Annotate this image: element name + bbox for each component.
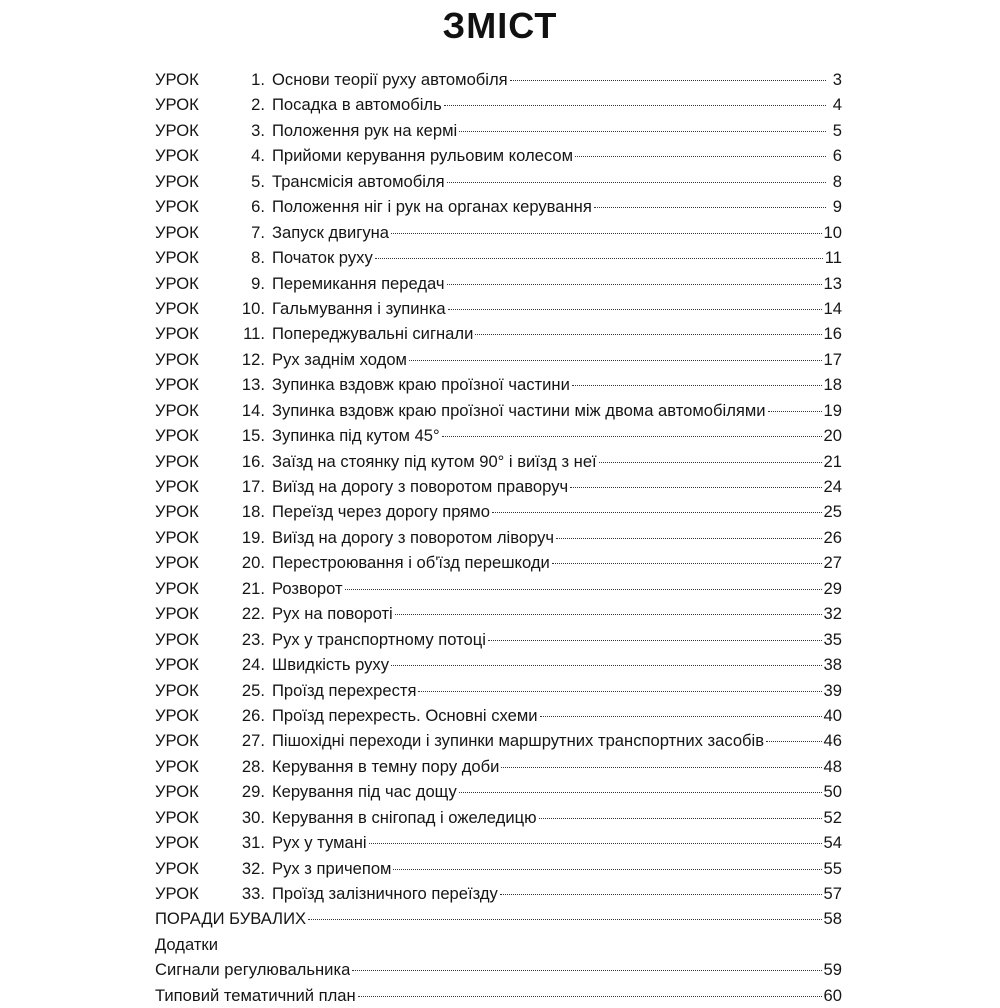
toc-entry-label: УРОК xyxy=(155,604,199,624)
toc-entry-label: УРОК xyxy=(155,298,199,318)
toc-entry-label: УРОК xyxy=(155,705,199,725)
toc-entry-extra[interactable] xyxy=(155,906,842,931)
toc-entry-number: 33. xyxy=(241,884,265,903)
dot-leader xyxy=(391,665,822,666)
toc-entry-page: 13 xyxy=(823,273,842,293)
toc-entry-title: Трансмісія автомобіля xyxy=(272,171,445,191)
toc-entry-page: 60 xyxy=(823,985,842,1005)
toc-entry-page: 17 xyxy=(823,349,842,369)
toc-entry-page: 3 xyxy=(832,70,842,89)
dot-leader xyxy=(444,105,826,106)
dot-leader xyxy=(459,131,826,132)
toc-entry-title: Пішохідні переходи і зупинки маршрутних транспортних засобів xyxy=(272,731,765,751)
toc-entry[interactable] xyxy=(155,474,842,499)
toc-entry-number: 31. xyxy=(241,833,265,853)
toc-entry-label: УРОК xyxy=(155,349,199,369)
toc-entry-number: 15. xyxy=(241,426,265,446)
toc-entry-page: 26 xyxy=(823,527,842,547)
toc-entry[interactable] xyxy=(155,627,842,652)
toc-entry-title: Переїзд через дорогу прямо xyxy=(272,502,490,522)
toc-entry[interactable] xyxy=(155,550,842,575)
toc-entry-page: 11 xyxy=(824,248,842,268)
toc-entry-title: Рух з причепом xyxy=(272,858,392,878)
dot-leader xyxy=(447,284,822,285)
toc-entry-title: Посадка в автомобіль xyxy=(272,95,442,115)
toc-entry-number: 11. xyxy=(243,324,265,344)
toc-entry-label: УРОК xyxy=(155,527,199,547)
dot-leader xyxy=(442,436,822,437)
toc-entry-title: Виїзд на дорогу з поворотом ліворуч xyxy=(272,527,555,547)
toc-entry[interactable] xyxy=(155,347,842,372)
toc-entry-title: Перемикання передач xyxy=(272,273,445,293)
toc-entry[interactable] xyxy=(155,601,842,626)
toc-entry-number: 30. xyxy=(241,807,265,827)
toc-entry-label: УРОК xyxy=(155,655,199,675)
dot-leader xyxy=(556,538,821,539)
dot-leader xyxy=(393,869,821,870)
toc-entry[interactable] xyxy=(155,423,842,448)
dot-leader xyxy=(575,156,826,157)
toc-entry-title: Сигнали регулювальника xyxy=(155,960,351,980)
dot-leader xyxy=(500,894,822,895)
toc-entry-page: 9 xyxy=(832,197,842,217)
toc-entry-page: 27 xyxy=(823,553,842,573)
toc-entry[interactable] xyxy=(155,398,842,423)
toc-entry-page: 38 xyxy=(823,655,842,675)
toc-entry-label: УРОК xyxy=(155,680,199,700)
toc-entry-title: Керування в снігопад і ожеледицю xyxy=(272,807,537,827)
toc-entry-number: 22. xyxy=(241,604,265,624)
toc-entry-page: 14 xyxy=(823,298,842,318)
toc-entry[interactable] xyxy=(155,220,842,245)
dot-leader xyxy=(391,233,822,234)
toc-entry[interactable] xyxy=(155,143,842,168)
toc-entry-label: УРОК xyxy=(155,782,199,802)
toc-entry-number: 7. xyxy=(251,222,265,242)
dot-leader xyxy=(375,258,823,259)
toc-entry-number: 27. xyxy=(241,731,265,751)
dot-leader xyxy=(358,996,822,997)
toc-entry-page: 58 xyxy=(823,909,842,929)
toc-entry[interactable] xyxy=(155,856,842,881)
dot-leader xyxy=(552,563,822,564)
page-title: ЗМІСТ xyxy=(442,5,558,46)
toc-entry-title: Рух заднім ходом xyxy=(272,349,407,369)
toc-entry-label: УРОК xyxy=(155,807,199,827)
toc-entry-page: 29 xyxy=(823,578,842,598)
toc-entry-title: Рух на повороті xyxy=(272,604,393,624)
toc-entry-label: УРОК xyxy=(155,248,199,268)
dot-leader xyxy=(418,691,821,692)
toc-entry-label: УРОК xyxy=(155,451,199,471)
toc-entry-page: 6 xyxy=(832,146,842,166)
toc-entry-title: Початок руху xyxy=(272,248,373,268)
toc-entry-number: 16. xyxy=(241,451,265,471)
toc-entry-title: Керування в темну пору доби xyxy=(272,756,500,776)
toc-entry-page: 52 xyxy=(823,807,842,827)
dot-leader xyxy=(352,970,821,971)
toc-entry-title: Проїзд залізничного переїзду xyxy=(272,884,498,903)
toc-entry-title: Зупинка вздовж краю проїзної частини xyxy=(272,375,570,395)
toc-entry-title: Положення рук на кермі xyxy=(272,120,458,140)
toc-entry-number: 29. xyxy=(241,782,265,802)
toc-entry-label: УРОК xyxy=(155,273,199,293)
dot-leader xyxy=(488,640,822,641)
toc-entry-page: 21 xyxy=(823,451,842,471)
toc-entry-number: 14. xyxy=(241,400,265,420)
toc-entry-title: Зупинка вздовж краю проїзної частини між двома автомобілями xyxy=(272,400,766,420)
toc-entry[interactable] xyxy=(155,118,842,143)
toc-entry[interactable] xyxy=(155,881,842,906)
toc-entry-number: 12. xyxy=(241,349,265,369)
toc-entry-page: 16 xyxy=(823,324,842,344)
toc-entry[interactable] xyxy=(155,296,842,321)
toc-entry-number: 8. xyxy=(251,248,265,268)
dot-leader xyxy=(345,589,822,590)
toc-entry-title: Рух у тумані xyxy=(272,833,367,853)
toc-entry[interactable] xyxy=(155,728,842,753)
toc-entry-page: 25 xyxy=(823,502,842,522)
toc-entry[interactable] xyxy=(155,830,842,855)
toc-entry-number: 20. xyxy=(241,553,265,573)
toc-entry-number: 17. xyxy=(241,477,265,496)
toc-entry-page: 10 xyxy=(823,222,842,242)
toc-entry-label: УРОК xyxy=(155,171,199,191)
toc-entry-label: УРОК xyxy=(155,731,199,751)
dot-leader xyxy=(766,741,821,742)
toc-entry-title: ПОРАДИ БУВАЛИХ xyxy=(155,909,307,929)
toc-entry-page: 20 xyxy=(823,426,842,446)
toc-entry-number: 13. xyxy=(241,375,265,395)
toc-entry-title: Розворот xyxy=(272,578,343,598)
dot-leader xyxy=(459,792,822,793)
toc-entry-number: 1. xyxy=(251,70,265,89)
dot-leader xyxy=(540,716,822,717)
toc-entry-label: УРОК xyxy=(155,197,199,217)
toc-entry-title: Перестроювання і об'їзд перешкоди xyxy=(272,553,550,573)
toc-entry[interactable] xyxy=(155,678,842,703)
toc-entry-label: УРОК xyxy=(155,756,199,776)
toc-entry-title: Рух у транспортному потоці xyxy=(272,629,486,649)
dot-leader xyxy=(539,818,822,819)
toc-entry-label: УРОК xyxy=(155,553,199,573)
toc-entry-page: 35 xyxy=(823,629,842,649)
toc-entry-page: 8 xyxy=(832,171,842,191)
toc-entry-page: 46 xyxy=(823,731,842,751)
toc-entry-label: УРОК xyxy=(155,502,199,522)
toc-entry-page: 19 xyxy=(823,400,842,420)
toc-entry-page: 54 xyxy=(823,833,842,853)
toc-entry-number: 10. xyxy=(241,298,265,318)
toc-entry-appendix[interactable] xyxy=(155,957,842,982)
toc-entry[interactable] xyxy=(155,754,842,779)
toc-entry[interactable] xyxy=(155,576,842,601)
toc-entry-title: Заїзд на стоянку під кутом 90° і виїзд з неї xyxy=(272,451,597,471)
toc-entry-title: Керування під час дощу xyxy=(272,782,457,802)
toc-entry-number: 5. xyxy=(251,171,265,191)
toc-entry-label: УРОК xyxy=(155,578,199,598)
toc-entry-page: 40 xyxy=(823,705,842,725)
toc-entry-number: 3. xyxy=(251,120,265,140)
toc-entry-page: 57 xyxy=(823,884,842,903)
toc-entry-page: 59 xyxy=(823,960,842,980)
toc-entry-number: 18. xyxy=(241,502,265,522)
toc-entry-title: Попереджувальні сигнали xyxy=(272,324,474,344)
toc-entry-number: 6. xyxy=(251,197,265,217)
dot-leader xyxy=(599,462,822,463)
toc-entry-title: Проїзд перехресть. Основні схеми xyxy=(272,705,538,725)
toc-entry-appendix[interactable] xyxy=(155,983,842,1008)
toc-entry[interactable] xyxy=(155,271,842,296)
toc-entry[interactable] xyxy=(155,703,842,728)
toc-entry-label: УРОК xyxy=(155,426,199,446)
toc-entry-title: Швидкість руху xyxy=(272,655,390,675)
toc-entry-label: УРОК xyxy=(155,324,199,344)
dot-leader xyxy=(409,360,822,361)
dot-leader xyxy=(510,80,826,81)
toc-entry-title: Прийоми керування рульовим колесом xyxy=(272,146,573,166)
toc-entry-page: 18 xyxy=(823,375,842,395)
dot-leader xyxy=(572,385,822,386)
toc-entry[interactable] xyxy=(155,805,842,830)
dot-leader xyxy=(369,843,822,844)
dot-leader xyxy=(395,614,822,615)
toc-entry-label: УРОК xyxy=(155,95,199,115)
toc-entry-page: 39 xyxy=(823,680,842,700)
toc-entry-page: 32 xyxy=(823,604,842,624)
toc-entry-label: УРОК xyxy=(155,858,199,878)
dot-leader xyxy=(447,182,826,183)
toc-entry-label: УРОК xyxy=(155,400,199,420)
toc-entry-number: 23. xyxy=(241,629,265,649)
toc-entry[interactable] xyxy=(155,67,842,92)
dot-leader xyxy=(448,309,822,310)
dot-leader xyxy=(475,334,821,335)
toc-entry[interactable] xyxy=(155,525,842,550)
toc-entry-number: 25. xyxy=(241,680,265,700)
toc-entry[interactable] xyxy=(155,372,842,397)
toc-entry[interactable] xyxy=(155,499,842,524)
toc-entry[interactable] xyxy=(155,169,842,194)
toc-entry-label: УРОК xyxy=(155,833,199,853)
toc-entry-title: Положення ніг і рук на органах керування xyxy=(272,197,592,217)
dot-leader xyxy=(594,207,826,208)
toc-entry-number: 9. xyxy=(251,273,265,293)
toc-entry[interactable] xyxy=(155,92,842,117)
toc-entry-number: 32. xyxy=(241,858,265,878)
toc-entry-number: 19. xyxy=(241,527,265,547)
toc-entry-label: УРОК xyxy=(155,70,199,89)
toc-entry-number: 26. xyxy=(241,705,265,725)
toc-entry-title: Зупинка під кутом 45° xyxy=(272,426,440,446)
toc-entry-label: УРОК xyxy=(155,146,199,166)
toc-entry-title: Типовий тематичний план xyxy=(155,985,356,1005)
toc-entry[interactable] xyxy=(155,245,842,270)
toc-entry-number: 4. xyxy=(251,146,265,166)
dot-leader xyxy=(570,487,821,488)
toc-entry-label: УРОК xyxy=(155,477,199,496)
toc-entry-label: УРОК xyxy=(155,375,199,395)
toc-entry-label: УРОК xyxy=(155,120,199,140)
toc-entry-page: 50 xyxy=(823,782,842,802)
toc-entry-number: 21. xyxy=(241,578,265,598)
toc-entry[interactable] xyxy=(155,779,842,804)
dot-leader xyxy=(501,767,821,768)
dot-leader xyxy=(768,411,822,412)
dot-leader xyxy=(308,919,821,920)
toc-entry-page: 5 xyxy=(832,120,842,140)
toc-entry[interactable] xyxy=(155,652,842,677)
toc-entry-page: 55 xyxy=(823,858,842,878)
toc-entry-page: 48 xyxy=(823,756,842,776)
toc-entry[interactable] xyxy=(155,449,842,474)
toc-entry-number: 24. xyxy=(241,655,265,675)
toc-entry-label: УРОК xyxy=(155,884,199,903)
toc-entry[interactable] xyxy=(155,194,842,219)
toc-entry[interactable] xyxy=(155,321,842,346)
toc-entry-label: УРОК xyxy=(155,222,199,242)
toc-entry-title: Запуск двигуна xyxy=(272,222,390,242)
toc-entry-label: УРОК xyxy=(155,629,199,649)
table-of-contents xyxy=(155,67,842,1008)
toc-entry-title: Проїзд перехрестя xyxy=(272,680,417,700)
toc-entry-page: 4 xyxy=(832,95,842,115)
toc-entry-number: 28. xyxy=(241,756,265,776)
dot-leader xyxy=(492,512,822,513)
appendix-heading: Додатки xyxy=(155,934,218,954)
toc-entry-number: 2. xyxy=(251,95,265,115)
toc-entry-title: Основи теорії руху автомобіля xyxy=(272,70,508,89)
toc-entry-page: 24 xyxy=(823,477,842,496)
toc-entry-title: Виїзд на дорогу з поворотом праворуч xyxy=(272,477,569,496)
toc-entry-title: Гальмування і зупинка xyxy=(272,298,446,318)
